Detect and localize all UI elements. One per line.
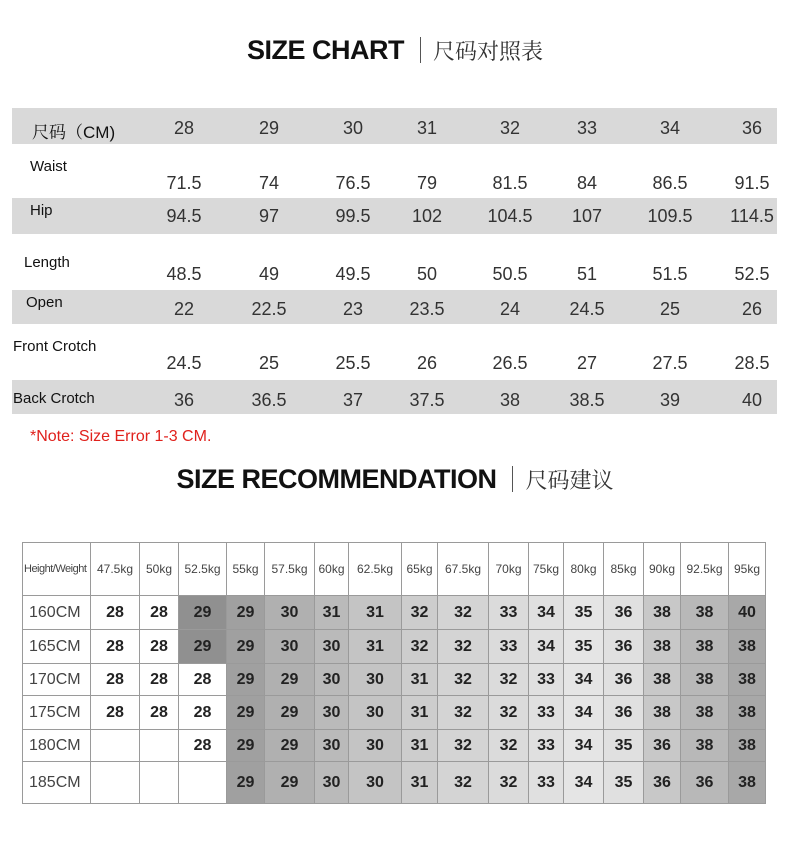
recommended-size-cell: 32	[489, 730, 529, 762]
recommended-size-cell: 30	[265, 596, 315, 630]
recommended-size-cell: 31	[402, 730, 438, 762]
recommended-size-cell: 28	[140, 630, 179, 664]
recommended-size-cell: 34	[564, 664, 604, 696]
size-chart-title-cn: 尺码对照表	[432, 39, 543, 65]
size-chart-cell: 25.5	[335, 353, 371, 373]
size-chart-cell: 71.5	[166, 173, 202, 193]
recommended-size-cell: 34	[564, 730, 604, 762]
size-chart-row	[12, 334, 777, 380]
size-chart-cell: 86.5	[652, 173, 688, 193]
recommended-size-cell: 28	[91, 630, 140, 664]
title-divider	[420, 37, 421, 63]
size-chart-cell: 26	[416, 353, 438, 373]
recommended-size-cell: 34	[529, 596, 564, 630]
size-chart-cell: 39	[659, 390, 681, 410]
size-chart-cell: 28.5	[734, 353, 770, 373]
height-row	[23, 664, 766, 696]
weight-header: 52.5kg	[179, 543, 227, 596]
weight-header: 62.5kg	[349, 543, 402, 596]
size-chart-cell: 22.5	[251, 299, 287, 319]
recommended-size-cell: 29	[179, 630, 227, 664]
weight-header: 95kg	[729, 543, 766, 596]
recommended-size-cell: 34	[529, 630, 564, 664]
recommended-size-cell: 29	[179, 596, 227, 630]
recommended-size-cell: 28	[91, 664, 140, 696]
size-chart-row	[12, 108, 777, 144]
weight-header: 60kg	[315, 543, 349, 596]
recommended-size-cell: 38	[729, 762, 766, 804]
recommended-size-cell: 29	[227, 696, 265, 730]
size-chart-row	[12, 244, 777, 290]
title-divider	[512, 466, 513, 492]
weight-header: 50kg	[140, 543, 179, 596]
recommended-size-cell	[91, 730, 140, 762]
recommended-size-cell: 38	[729, 664, 766, 696]
height-row	[23, 730, 766, 762]
height-label: 175CM	[23, 696, 91, 730]
recommended-size-cell: 35	[604, 730, 644, 762]
size-chart-row	[12, 380, 777, 414]
recommended-size-cell: 36	[604, 664, 644, 696]
recommended-size-cell: 31	[402, 762, 438, 804]
recommended-size-cell	[179, 762, 227, 804]
size-chart-cell: 102	[411, 206, 443, 226]
recommended-size-cell: 40	[729, 596, 766, 630]
recommended-size-cell: 31	[402, 664, 438, 696]
recommended-size-cell: 32	[489, 664, 529, 696]
recommended-size-cell: 35	[564, 630, 604, 664]
weight-header: 55kg	[227, 543, 265, 596]
size-chart-cell: 32	[499, 118, 521, 138]
size-chart-cell: 36.5	[251, 390, 287, 410]
size-chart-cell: 49	[258, 264, 280, 284]
size-chart-cell: 25	[258, 353, 280, 373]
size-chart-cell: 26.5	[492, 353, 528, 373]
size-chart-cell: 50.5	[492, 264, 528, 284]
recommended-size-cell: 38	[644, 630, 681, 664]
recommended-size-cell: 34	[564, 762, 604, 804]
size-chart-cell: 22	[173, 299, 195, 319]
size-chart-cell: 48.5	[166, 264, 202, 284]
size-chart-cell: 107	[571, 206, 603, 226]
recommended-size-cell: 28	[140, 696, 179, 730]
size-chart-cell: 50	[416, 264, 438, 284]
recommended-size-cell: 28	[91, 696, 140, 730]
size-chart-cell: 76.5	[335, 173, 371, 193]
recommended-size-cell: 30	[265, 630, 315, 664]
recommended-size-cell: 30	[349, 762, 402, 804]
weight-header: 67.5kg	[438, 543, 489, 596]
corner-label: Height/Weight	[23, 543, 91, 596]
recommended-size-cell: 38	[681, 596, 729, 630]
recommended-size-cell: 29	[227, 664, 265, 696]
recommended-size-cell: 28	[179, 730, 227, 762]
recommended-size-cell: 28	[140, 596, 179, 630]
recommended-size-cell: 32	[489, 696, 529, 730]
recommended-size-cell: 30	[349, 730, 402, 762]
recommended-size-cell: 35	[604, 762, 644, 804]
weight-header: 75kg	[529, 543, 564, 596]
recommended-size-cell: 38	[729, 630, 766, 664]
size-chart-cell: 79	[416, 173, 438, 193]
recommended-size-cell	[91, 762, 140, 804]
recommended-size-cell: 38	[681, 630, 729, 664]
recommended-size-cell: 32	[438, 596, 489, 630]
height-label: 170CM	[23, 664, 91, 696]
recommended-size-cell: 33	[529, 696, 564, 730]
recommended-size-cell: 38	[644, 664, 681, 696]
size-recommendation-grid	[22, 542, 766, 804]
recommended-size-cell: 29	[227, 762, 265, 804]
size-chart-cell: 91.5	[734, 173, 770, 193]
recommended-size-cell	[140, 762, 179, 804]
recommended-size-cell: 32	[402, 596, 438, 630]
recommended-size-cell: 28	[140, 664, 179, 696]
recommended-size-cell: 36	[681, 762, 729, 804]
recommended-size-cell: 31	[315, 596, 349, 630]
recommended-size-cell: 30	[315, 730, 349, 762]
height-row	[23, 630, 766, 664]
weight-header: 65kg	[402, 543, 438, 596]
size-chart-row-label: Hip	[30, 202, 53, 219]
recommended-size-cell: 30	[349, 696, 402, 730]
weight-header: 70kg	[489, 543, 529, 596]
recommended-size-cell: 29	[265, 664, 315, 696]
size-chart-cell: 34	[659, 118, 681, 138]
recommended-size-cell: 35	[564, 596, 604, 630]
recommended-size-cell: 33	[529, 730, 564, 762]
size-chart-cell: 51.5	[652, 264, 688, 284]
recommended-size-cell: 33	[529, 762, 564, 804]
size-chart-cell: 36	[741, 118, 763, 138]
size-chart-cell: 51	[576, 264, 598, 284]
size-chart-cell: 23	[342, 299, 364, 319]
recommended-size-cell: 30	[349, 664, 402, 696]
size-chart-row-label: 尺码（CM)	[32, 123, 116, 142]
size-chart-row	[12, 198, 777, 234]
size-error-note: *Note: Size Error 1-3 CM.	[30, 428, 212, 445]
recommended-size-cell: 28	[179, 696, 227, 730]
recommended-size-cell: 34	[564, 696, 604, 730]
recommended-size-cell: 38	[681, 730, 729, 762]
size-chart-cell: 38	[499, 390, 521, 410]
weight-header: 57.5kg	[265, 543, 315, 596]
size-chart-cell: 104.5	[487, 206, 533, 226]
recommended-size-cell: 29	[265, 696, 315, 730]
size-chart-cell: 99.5	[335, 206, 371, 226]
size-chart-cell: 36	[173, 390, 195, 410]
recommended-size-cell: 28	[179, 664, 227, 696]
size-chart-cell: 24.5	[569, 299, 605, 319]
recommended-size-cell: 31	[349, 596, 402, 630]
recommended-size-cell: 36	[644, 730, 681, 762]
size-chart-cell: 109.5	[647, 206, 693, 226]
size-chart-cell: 28	[173, 118, 195, 138]
recommended-size-cell: 38	[681, 696, 729, 730]
size-chart-row	[12, 290, 777, 324]
size-recommendation-title-cn: 尺码建议	[525, 468, 614, 494]
recommended-size-cell: 36	[644, 762, 681, 804]
size-chart-cell: 27	[576, 353, 598, 373]
recommended-size-cell: 28	[91, 596, 140, 630]
weight-header: 85kg	[604, 543, 644, 596]
size-chart-cell: 37.5	[409, 390, 445, 410]
recommended-size-cell: 29	[265, 762, 315, 804]
size-chart-cell: 94.5	[166, 206, 202, 226]
size-chart-row-label: Length	[24, 254, 70, 271]
size-chart-cell: 23.5	[409, 299, 445, 319]
size-chart-row-label: Waist	[30, 158, 67, 175]
size-chart-cell: 30	[342, 118, 364, 138]
recommended-size-cell: 29	[227, 730, 265, 762]
recommended-size-cell	[140, 730, 179, 762]
size-chart-cell: 27.5	[652, 353, 688, 373]
size-chart-row-label: Back Crotch	[13, 390, 95, 407]
size-chart-cell: 26	[741, 299, 763, 319]
recommended-size-cell: 32	[438, 696, 489, 730]
recommended-size-cell: 38	[729, 696, 766, 730]
weight-header: 90kg	[644, 543, 681, 596]
recommended-size-cell: 38	[681, 664, 729, 696]
height-row	[23, 696, 766, 730]
recommended-size-cell: 36	[604, 696, 644, 730]
size-chart-row-label: Front Crotch	[13, 338, 97, 355]
recommended-size-cell: 38	[729, 730, 766, 762]
size-chart-cell: 52.5	[734, 264, 770, 284]
recommended-size-cell: 36	[604, 596, 644, 630]
size-chart-cell: 40	[741, 390, 763, 410]
height-label: 160CM	[23, 596, 91, 630]
size-chart-cell: 29	[258, 118, 280, 138]
recommended-size-cell: 30	[315, 630, 349, 664]
size-chart-title-en: SIZE CHART	[246, 34, 404, 65]
recommended-size-cell: 32	[402, 630, 438, 664]
recommended-size-cell: 30	[315, 762, 349, 804]
recommended-size-cell: 32	[438, 730, 489, 762]
height-row	[23, 762, 766, 804]
height-label: 165CM	[23, 630, 91, 664]
weight-header: 92.5kg	[681, 543, 729, 596]
recommended-size-cell: 33	[529, 664, 564, 696]
size-chart-cell: 33	[576, 118, 598, 138]
size-chart-cell: 81.5	[492, 173, 528, 193]
recommended-size-cell: 31	[402, 696, 438, 730]
height-label: 185CM	[23, 762, 91, 804]
size-chart-cell: 37	[342, 390, 364, 410]
size-recommendation-title	[0, 463, 790, 495]
weight-header: 47.5kg	[91, 543, 140, 596]
size-chart-title	[0, 34, 790, 66]
recommended-size-cell: 30	[315, 696, 349, 730]
recommended-size-cell: 38	[644, 696, 681, 730]
size-chart-cell: 97	[258, 206, 280, 226]
size-chart-cell: 25	[659, 299, 681, 319]
size-chart-cell: 74	[258, 173, 280, 193]
size-chart-cell: 114.5	[730, 206, 774, 226]
size-chart-cell: 31	[416, 118, 438, 138]
recommended-size-cell: 32	[438, 630, 489, 664]
recommended-size-cell: 32	[438, 762, 489, 804]
size-chart-cell: 49.5	[335, 264, 371, 284]
recommended-size-cell: 33	[489, 596, 529, 630]
height-row	[23, 596, 766, 630]
recommended-size-cell: 38	[644, 596, 681, 630]
size-chart-cell: 38.5	[569, 390, 605, 410]
height-label: 180CM	[23, 730, 91, 762]
recommended-size-cell: 32	[438, 664, 489, 696]
weight-header-row	[23, 543, 766, 596]
recommended-size-cell: 29	[227, 630, 265, 664]
size-chart-cell: 24	[499, 299, 521, 319]
size-chart-cell: 84	[576, 173, 598, 193]
size-chart-row-label: Open	[26, 294, 63, 311]
size-recommendation-title-en: SIZE RECOMMENDATION	[176, 463, 497, 494]
recommended-size-cell: 30	[315, 664, 349, 696]
recommended-size-cell: 36	[604, 630, 644, 664]
weight-header: 80kg	[564, 543, 604, 596]
size-chart-row	[12, 154, 777, 198]
recommended-size-cell: 29	[227, 596, 265, 630]
recommended-size-cell: 31	[349, 630, 402, 664]
recommended-size-cell: 33	[489, 630, 529, 664]
recommended-size-cell: 29	[265, 730, 315, 762]
recommended-size-cell: 32	[489, 762, 529, 804]
size-chart-cell: 24.5	[166, 353, 202, 373]
